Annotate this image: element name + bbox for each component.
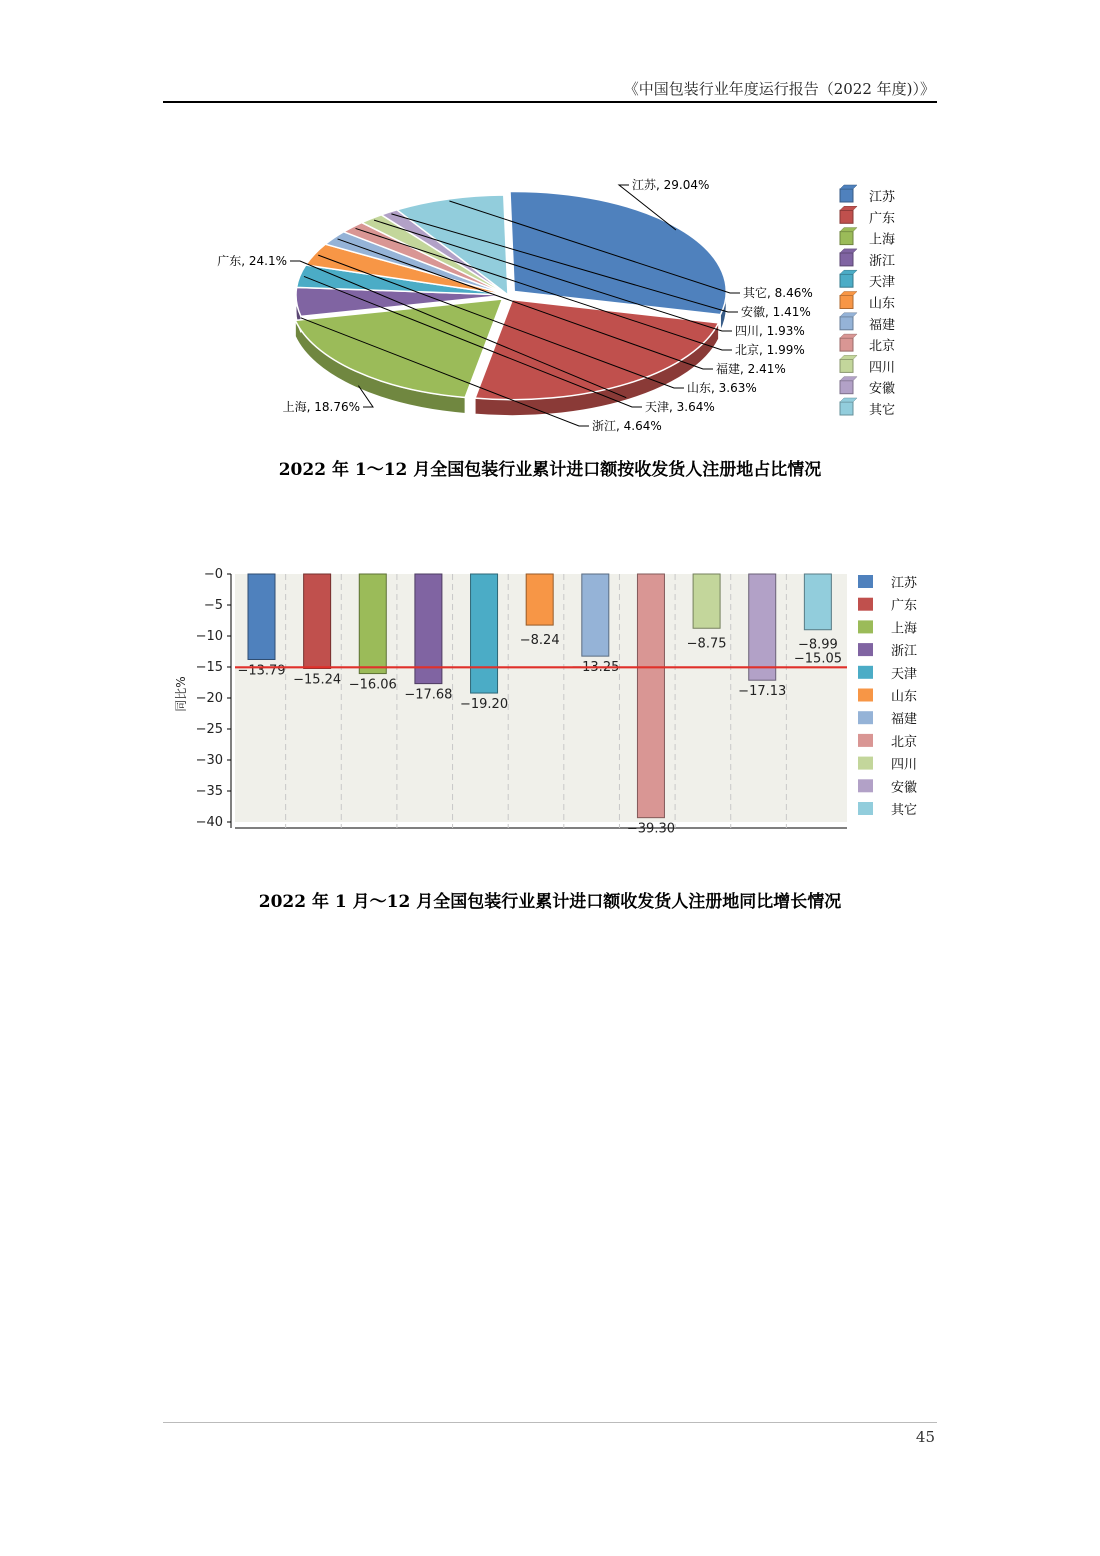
pie-data-label-10: 其它, 8.46% [743,286,813,300]
pie-data-label-4: 天津, 3.64% [645,400,715,414]
bar-value-label-8: −8.75 [686,636,727,652]
pie-legend-label-6: 福建 [869,317,896,333]
bar-value-label-2: −16.06 [348,677,397,693]
header-rule [163,101,937,103]
pie-legend-swatch-2 [840,232,853,245]
bar-y-tick-label-8: −40 [195,815,223,830]
pie-data-label-1: 广东, 24.1% [217,254,287,268]
pie-data-label-3: 浙江, 4.64% [592,419,662,433]
pie-legend-swatch-1 [840,210,853,223]
pie-legend-swatch-top-4 [840,270,857,274]
bar-value-label-3: −17.68 [404,687,453,703]
pie-data-label-5: 山东, 3.63% [687,381,757,395]
bar-value-label-5: −8.24 [519,633,560,649]
bar-value-label-6: −13.25 [571,660,620,676]
pie-legend-label-3: 浙江 [869,253,896,269]
bar-legend-label-3: 浙江 [891,644,918,660]
pie-data-label-9: 安徽, 1.41% [741,305,811,319]
bar-legend-label-8: 四川 [891,757,918,773]
pie-legend-swatch-5 [840,296,853,309]
bar-legend-swatch-2 [858,620,873,633]
bar-legend-swatch-5 [858,689,873,702]
pie-legend-swatch-top-3 [840,249,857,253]
bar-legend-swatch-9 [858,779,873,792]
pie-top-layer [295,191,726,399]
pie-legend-swatch-top-9 [840,377,857,381]
pie-data-label-6: 福建, 2.41% [716,362,786,376]
bar-9 [749,574,776,680]
pie-legend-swatch-7 [840,338,853,351]
pie-legend-label-4: 天津 [869,275,896,291]
pie-chart [190,165,930,440]
pie-legend-swatch-top-2 [840,228,857,232]
pie-legend-label-1: 广东 [869,211,896,227]
pie-legend-swatch-top-10 [840,398,857,402]
bar-legend-label-2: 上海 [891,621,918,637]
pie-legend-swatch-10 [840,402,853,415]
pie-data-label-2: 上海, 18.76% [282,400,360,414]
pie-legend-swatch-top-5 [840,292,857,296]
pie-data-label-0: 江苏, 29.04% [632,178,710,192]
bar-value-label-7: −39.30 [626,821,676,837]
bar-y-tick-label-1: −5 [203,598,223,613]
bar-legend-swatch-7 [858,734,873,747]
page-header: 《中国包装行业年度运行报告（2022 年度)）》 [623,80,935,98]
bar-legend-swatch-8 [858,757,873,770]
bar-y-ticks [196,567,231,830]
bar-10 [804,574,831,630]
pie-legend-label-10: 其它 [869,403,896,418]
bar-legend-label-6: 福建 [891,712,918,728]
pie-legend-swatch-3 [840,253,853,266]
bar-y-tick-label-6: −30 [195,753,223,768]
pie-legend-swatch-4 [840,274,853,287]
bar-legend-swatch-0 [858,575,873,588]
pie-legend-label-9: 安徽 [869,381,896,397]
bar-legend-label-9: 安徽 [891,780,918,796]
bar-1 [304,574,331,668]
bar-legend-swatch-3 [858,643,873,656]
pie-legend-swatch-8 [840,359,853,372]
bar-value-label-1: −15.24 [293,672,342,688]
bar-6 [582,574,609,656]
pie-data-label-7: 北京, 1.99% [735,343,805,357]
bar-y-axis-title: 同比% [174,676,188,712]
pie-legend-label-5: 山东 [869,296,896,312]
bar-y-tick-label-4: −20 [195,691,223,706]
pie-legend-label-8: 四川 [869,360,896,376]
pie-chart-caption: 2022 年 1～12 月全国包装行业累计进口额按收发货人注册地占比情况 [278,460,822,480]
pie-legend-label-0: 江苏 [869,190,896,205]
pie-legend-swatch-top-8 [840,355,857,359]
bar-chart-caption: 2022 年 1 月～12 月全国包装行业累计进口额收发货人注册地同比增长情况 [258,892,842,912]
bar-7 [637,574,664,818]
bar-y-tick-label-0: −0 [203,567,223,582]
pie-data-label-8: 四川, 1.93% [735,324,805,338]
page-number: 45 [915,1428,935,1446]
bar-4 [471,574,498,693]
pie-legend-swatch-top-0 [840,185,857,189]
bar-legend-label-5: 山东 [891,689,918,705]
bar-legend-label-1: 广东 [891,598,918,614]
bar-legend [858,575,918,818]
bar-legend-swatch-6 [858,711,873,724]
pie-legend-swatch-9 [840,381,853,394]
bar-5 [526,574,553,625]
bar-legend-swatch-10 [858,802,873,815]
bar-value-label-10: −8.99 [797,637,838,653]
bar-8 [693,574,720,628]
bar-value-label-9: −17.13 [738,684,787,700]
footer-rule [163,1422,937,1423]
bar-reference-label: −15.05 [793,651,842,667]
bar-y-tick-label-5: −25 [195,722,223,737]
bar-chart [165,560,935,845]
bar-legend-label-10: 其它 [891,803,918,818]
bar-y-tick-label-2: −10 [195,629,223,644]
pie-slice-0 [510,191,726,314]
pie-legend-label-2: 上海 [869,232,896,248]
bar-0 [248,574,275,659]
pie-legend-swatch-top-6 [840,313,857,317]
bar-value-label-0: −13.79 [237,663,286,679]
pie-legend-swatch-6 [840,317,853,330]
bar-legend-label-0: 江苏 [891,576,918,591]
bar-legend-swatch-4 [858,666,873,679]
bar-legend-swatch-1 [858,598,873,611]
pie-legend-swatch-top-7 [840,334,857,338]
bar-y-tick-label-3: −15 [195,660,223,675]
bar-y-tick-label-7: −35 [195,784,223,799]
bar-legend-label-4: 天津 [891,666,918,682]
pie-legend-swatch-top-1 [840,206,857,210]
pie-legend [840,185,896,418]
bar-value-label-4: −19.20 [459,697,509,713]
pie-legend-label-7: 北京 [869,339,896,355]
pie-legend-swatch-0 [840,189,853,202]
bar-2 [359,574,386,674]
bar-legend-label-7: 北京 [891,734,918,750]
